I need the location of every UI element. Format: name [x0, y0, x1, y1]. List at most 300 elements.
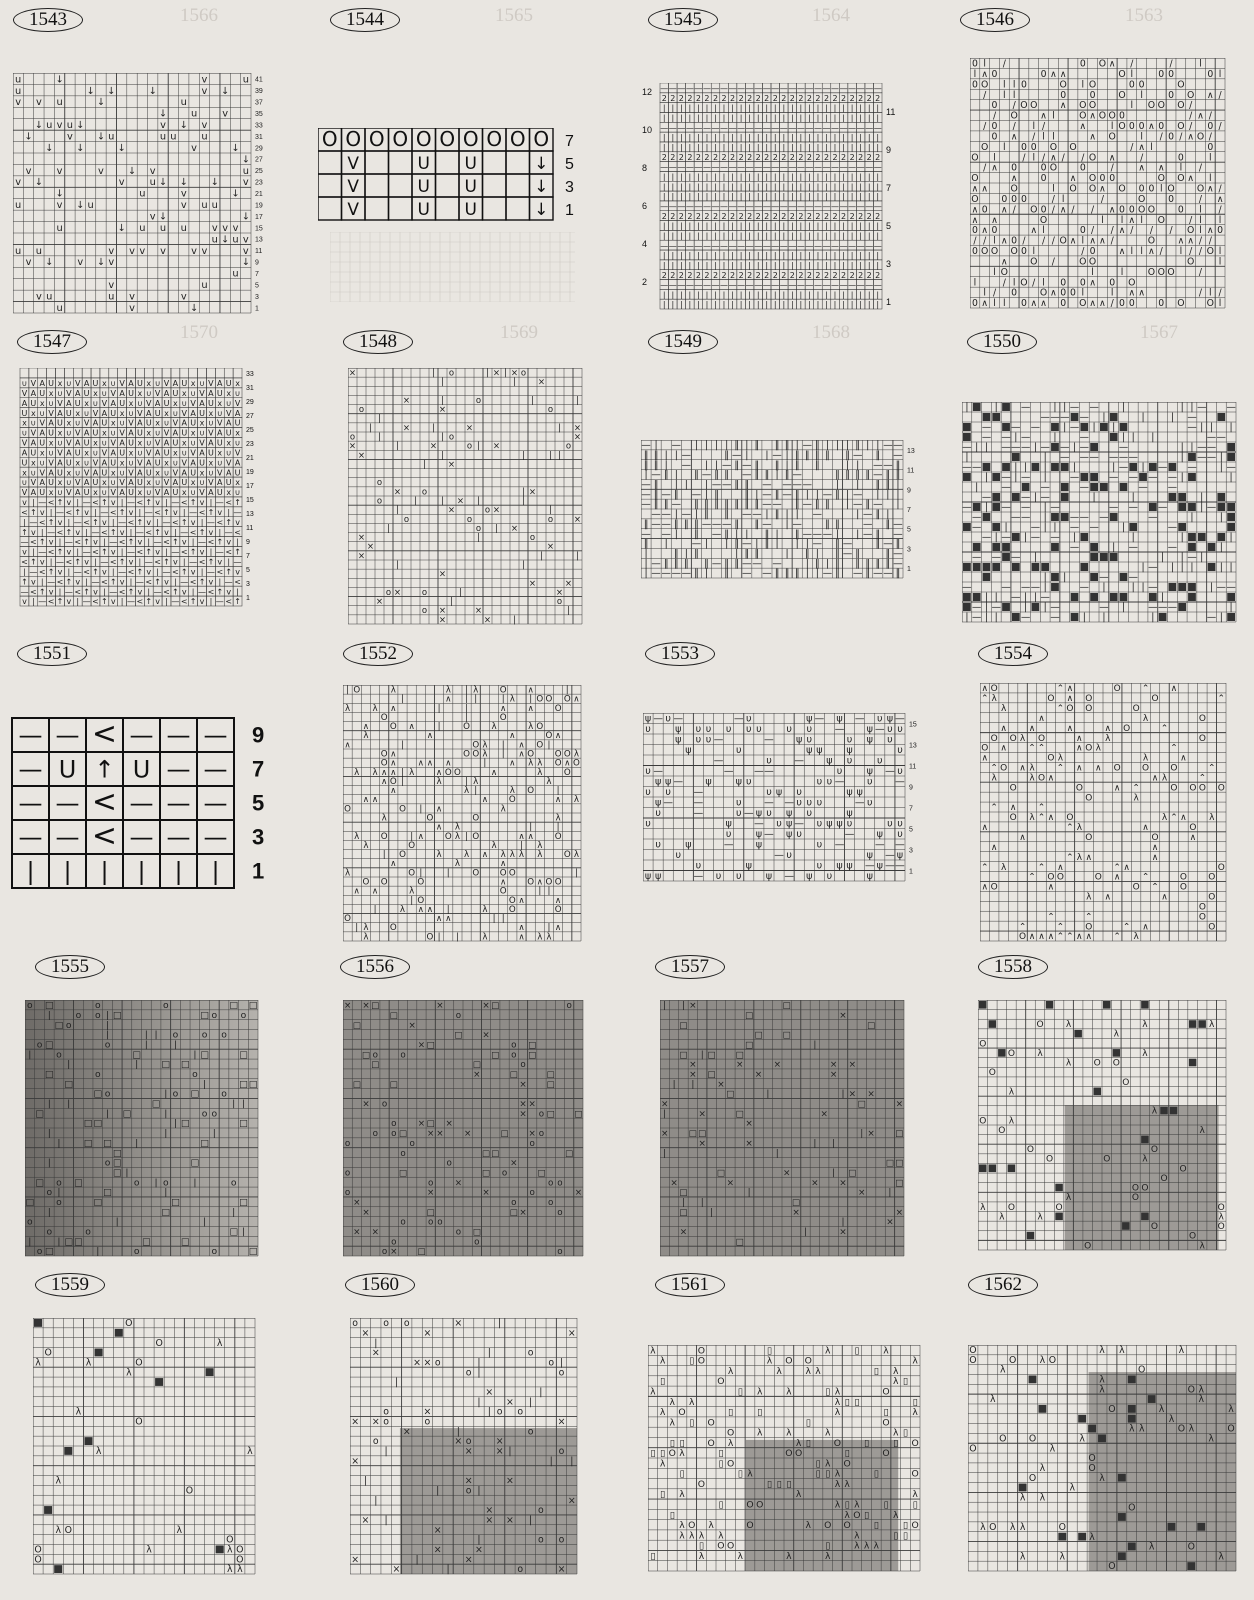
knit-symbol: —	[127, 498, 135, 508]
knit-symbol: |	[1170, 562, 1174, 574]
knit-symbol: —	[784, 871, 794, 883]
knit-symbol: ∪	[21, 478, 28, 488]
knit-symbol: —	[848, 123, 857, 133]
knit-symbol: <	[101, 577, 108, 587]
knit-symbol: 0	[1138, 121, 1145, 133]
knit-symbol: o	[391, 1129, 397, 1140]
knit-symbol: ∪	[207, 468, 214, 478]
chart-1546	[970, 58, 1235, 320]
knit-symbol: A	[137, 468, 143, 478]
knit-symbol: O	[380, 758, 388, 769]
knit-symbol: O	[408, 840, 416, 851]
knit-symbol: —	[47, 577, 56, 587]
chart-1545-grid	[642, 83, 912, 315]
knit-symbol: |	[876, 300, 880, 310]
knit-symbol: v	[35, 291, 42, 303]
knit-symbol: V	[92, 458, 99, 468]
knit-symbol: ×	[417, 1119, 426, 1130]
knit-symbol: O	[1066, 813, 1074, 824]
knit-symbol: —	[693, 808, 704, 820]
knit-symbol: |	[396, 441, 399, 452]
knit-symbol: o	[538, 1109, 545, 1120]
knit-symbol	[963, 563, 971, 571]
knit-symbol: —	[1128, 452, 1138, 464]
knit-symbol: O	[1079, 100, 1087, 112]
knit-symbol: ⌃	[1018, 922, 1027, 933]
knit-symbol: υ	[816, 797, 823, 809]
knit-symbol: —	[893, 558, 903, 570]
knit-symbol: O	[321, 128, 338, 151]
knit-symbol: v	[208, 527, 214, 537]
knit-symbol: O	[509, 128, 526, 151]
knit-symbol: |	[825, 558, 830, 570]
knit-symbol: ⌃	[1037, 813, 1046, 824]
knit-symbol: —	[1157, 602, 1168, 614]
knit-symbol: A	[48, 418, 54, 428]
knit-symbol: —	[720, 123, 729, 133]
knit-symbol: |	[782, 300, 786, 310]
knit-symbol: V	[347, 199, 360, 220]
knit-symbol: —	[752, 558, 762, 570]
knit-symbol: |	[173, 1039, 178, 1051]
knit-symbol: ψ	[685, 745, 692, 757]
knit-symbol: O	[1030, 256, 1038, 268]
knit-symbol: ∧	[1108, 58, 1116, 70]
knit-symbol: O	[463, 722, 470, 733]
knit-symbol: V	[57, 448, 63, 458]
knit-symbol: ‖	[744, 489, 750, 501]
pattern-number-label: 1547	[17, 330, 87, 354]
knit-symbol: <	[189, 577, 197, 587]
knit-symbol: ψ	[806, 871, 813, 883]
knit-symbol: —	[1050, 412, 1060, 424]
grid-body	[348, 368, 582, 625]
knit-symbol: |	[842, 251, 845, 261]
knit-symbol: |	[664, 538, 668, 550]
knit-symbol: V	[208, 478, 214, 488]
knit-symbol: —	[883, 568, 893, 580]
knit-symbol: ∧	[1142, 823, 1149, 834]
knit-symbol: A	[163, 488, 170, 498]
knit-symbol: O	[1079, 110, 1087, 122]
knit-symbol: |	[1141, 582, 1145, 594]
knit-symbol: |	[765, 509, 769, 521]
knit-symbol: —	[813, 123, 822, 133]
knit-symbol: ∧	[381, 776, 388, 787]
knit-symbol: |	[756, 300, 760, 310]
knit-symbol: |	[790, 143, 794, 153]
knit-symbol: V	[48, 458, 54, 468]
knit-symbol: 2	[764, 152, 770, 162]
knit-symbol: —	[893, 449, 903, 461]
knit-symbol: —	[788, 84, 797, 94]
knit-symbol: —	[1128, 472, 1138, 484]
knit-symbol: ⌃	[1085, 912, 1093, 923]
knit-symbol: |	[994, 402, 998, 414]
knit-symbol: |	[465, 831, 469, 842]
knit-symbol: —	[1040, 442, 1050, 454]
knit-symbol: ↑	[127, 537, 135, 547]
knit-symbol: ∧	[991, 162, 998, 174]
knit-symbol: 0	[1060, 277, 1067, 289]
knit-symbol: —	[1128, 572, 1138, 584]
knit-symbol: ×	[438, 606, 447, 617]
knit-symbol: U	[21, 458, 28, 468]
knit-symbol: x	[181, 438, 187, 448]
row-number: 5	[886, 221, 892, 231]
knit-symbol: |	[200, 517, 204, 527]
knit-symbol: |	[688, 192, 692, 202]
knit-symbol: ∪	[83, 408, 90, 418]
knit-symbol: |	[876, 260, 880, 270]
knit-symbol: ⌃	[1056, 703, 1065, 714]
knit-symbol: |	[739, 143, 743, 153]
knit-symbol: U	[128, 438, 134, 448]
knit-symbol: ⌃	[1113, 862, 1121, 873]
knit-symbol: —	[981, 422, 992, 434]
knit-symbol: |	[739, 251, 743, 261]
knit-symbol: 2	[832, 211, 838, 221]
knit-symbol: ∪	[234, 438, 241, 448]
knit-symbol: o	[376, 496, 383, 507]
knit-symbol: |	[1053, 522, 1057, 534]
knit-symbol: |	[346, 685, 350, 696]
knit-symbol: l	[1052, 110, 1055, 122]
knit-symbol: |	[790, 172, 794, 182]
knit-symbol: —	[162, 567, 171, 577]
knit-symbol: 2	[858, 152, 864, 162]
knit-symbol: v	[57, 517, 63, 527]
knit-symbol: O	[1147, 100, 1156, 112]
knit-symbol: 0	[1020, 79, 1027, 91]
knit-symbol: ∧	[1079, 121, 1087, 133]
knit-symbol: —	[762, 568, 772, 580]
knit-symbol: ∧	[1028, 932, 1036, 943]
ghost-label: 1569	[500, 322, 538, 343]
knit-symbol: —	[856, 201, 865, 211]
knit-symbol: υ	[816, 776, 823, 788]
knit-symbol: O	[527, 749, 535, 760]
knit-symbol: O	[1132, 703, 1140, 714]
knit-symbol: υ	[887, 818, 893, 830]
knit-symbol: |	[790, 290, 794, 300]
knit-symbol: x	[155, 468, 161, 478]
knit-symbol: —	[215, 547, 224, 557]
knit-symbol: |	[850, 192, 854, 202]
knit-symbol: |	[731, 103, 734, 113]
knit-symbol: ∧	[390, 767, 397, 778]
knit-symbol: <	[83, 567, 90, 577]
row-number: 35	[255, 111, 263, 118]
knit-symbol: |	[773, 290, 777, 300]
knit-symbol: |	[739, 260, 743, 270]
knit-symbol: —	[745, 84, 754, 94]
knit-symbol: <	[180, 547, 188, 557]
knit-symbol	[1090, 473, 1098, 481]
knit-symbol: |	[144, 1039, 148, 1051]
knit-symbol: —	[702, 201, 711, 211]
knit-symbol: —	[694, 201, 703, 211]
knit-symbol: —	[754, 84, 763, 94]
knit-symbol: x	[217, 448, 223, 458]
knit-symbol: ↑	[189, 547, 197, 557]
knit-symbol: u	[242, 74, 249, 86]
knit-symbol: |	[808, 192, 811, 202]
knit-symbol: /	[1140, 152, 1144, 164]
knit-symbol: /	[1218, 89, 1222, 101]
knit-symbol: /	[973, 235, 977, 247]
knit-symbol: —	[702, 84, 711, 94]
row-number: 8	[642, 163, 648, 173]
knit-symbol: |	[396, 560, 399, 571]
knit-symbol: ‖	[885, 518, 891, 530]
knit-symbol: V	[119, 428, 125, 438]
knit-symbol: 2	[789, 93, 795, 103]
knit-symbol: 2	[764, 270, 770, 280]
knit-symbol: |	[671, 300, 675, 310]
knit-symbol: |	[842, 182, 845, 192]
knit-symbol: |	[705, 260, 709, 270]
knit-symbol: 2	[866, 211, 872, 221]
knit-symbol: |	[994, 592, 998, 604]
knit-symbol	[1227, 513, 1235, 521]
knit-symbol: V	[199, 438, 205, 448]
knit-symbol: υ	[705, 724, 712, 736]
knit-symbol: |	[1112, 422, 1116, 434]
knit-symbol: 0	[1138, 183, 1145, 195]
knit-symbol: |	[501, 740, 505, 751]
chart-1546-grid	[970, 58, 1235, 320]
knit-symbol: U	[110, 458, 117, 468]
knit-symbol: ψ	[675, 724, 682, 736]
knit-symbol: <	[172, 567, 179, 577]
knit-symbol: ‖	[673, 518, 679, 530]
knit-symbol: ∪	[21, 379, 28, 389]
knit-symbol: υ	[846, 734, 853, 746]
knit-symbol: /	[983, 121, 987, 133]
knit-symbol: λ	[409, 886, 415, 897]
knit-symbol: |	[67, 1098, 71, 1110]
knit-symbol: —	[865, 241, 874, 251]
knit-symbol: |	[722, 192, 726, 202]
knit-symbol: ↓	[534, 153, 549, 174]
pattern-number-label: 1557	[655, 955, 725, 979]
knit-symbol: —	[805, 123, 814, 133]
knit-symbol: x	[226, 488, 232, 498]
knit-symbol: ∧	[1030, 298, 1038, 310]
knit-symbol: ∧	[445, 694, 452, 705]
knit-symbol: —	[745, 201, 754, 211]
knit-symbol: |	[876, 182, 880, 192]
knit-symbol: λ	[573, 795, 579, 806]
knit-symbol: <	[216, 567, 224, 577]
knit-symbol: ↑	[216, 587, 224, 597]
knit-symbol: ⌃	[1208, 763, 1216, 774]
knit-symbol: ψ	[675, 734, 682, 746]
knit-symbol: |	[165, 498, 168, 508]
knit-symbol: |	[1024, 602, 1028, 614]
knit-symbol: 2	[721, 152, 727, 162]
knit-symbol: |	[459, 587, 462, 598]
knit-symbol: o	[400, 1050, 406, 1061]
knit-symbol: λ	[509, 786, 515, 797]
knit-symbol: ψ	[866, 766, 873, 778]
knit-symbol: ∪	[225, 448, 232, 458]
knit-symbol: |	[94, 557, 97, 567]
knit-symbol: |	[679, 143, 683, 153]
knit-symbol: O	[563, 749, 571, 760]
knit-symbol: O	[1113, 763, 1121, 774]
knit-symbol: υ	[645, 766, 651, 778]
knit-symbol: |	[662, 300, 666, 310]
knit-symbol: x	[93, 388, 98, 398]
knit-symbol: v	[56, 120, 63, 132]
row-number: 15	[255, 225, 263, 233]
knit-symbol: 2	[687, 93, 693, 103]
knit-symbol: V	[137, 408, 143, 418]
knit-symbol: 2	[755, 93, 761, 103]
knit-symbol: □	[112, 1009, 122, 1021]
knit-symbol: V	[119, 478, 125, 488]
knit-symbol	[1051, 463, 1059, 471]
knit-symbol: —	[73, 517, 82, 527]
knit-symbol	[1032, 603, 1040, 611]
knit-symbol: ×	[519, 1099, 527, 1110]
row-number: 1	[909, 868, 913, 876]
knit-symbol: 0	[1070, 287, 1076, 299]
knit-symbol	[1090, 483, 1098, 491]
knit-symbol: V	[48, 408, 54, 418]
knit-symbol: —	[1060, 452, 1070, 464]
knit-symbol: x	[110, 418, 116, 428]
knit-symbol: ×	[574, 1188, 583, 1199]
knit-symbol: <	[29, 537, 37, 547]
knit-symbol: |	[1141, 462, 1145, 474]
knit-symbol: ∧	[362, 722, 370, 733]
knit-symbol: —	[762, 280, 771, 290]
knit-symbol: |	[799, 290, 803, 300]
knit-symbol: □	[35, 1177, 44, 1189]
knit-symbol: |	[782, 182, 786, 192]
knit-symbol: —	[1167, 522, 1178, 534]
knit-symbol: 0	[981, 204, 988, 216]
knit-symbol: —	[1050, 502, 1060, 514]
knit-symbol: |	[1063, 422, 1067, 434]
knit-symbol: |	[697, 113, 700, 123]
knit-symbol: ↑	[38, 587, 46, 597]
knit-symbol: |	[705, 113, 709, 123]
knit-symbol: □	[239, 1118, 248, 1130]
knit-symbol: U	[464, 199, 477, 220]
knit-symbol: 2	[747, 93, 753, 103]
knit-symbol: λ	[345, 868, 351, 879]
knit-symbol: U	[464, 176, 477, 197]
knit-symbol: v	[48, 537, 54, 547]
knit-symbol: ↑	[154, 527, 161, 537]
knit-symbol: v	[137, 537, 143, 547]
knit-symbol: l	[1110, 121, 1114, 133]
knit-symbol: ‖	[694, 568, 699, 580]
knit-symbol: ×	[528, 1129, 536, 1140]
pattern-number-label: 1560	[345, 1273, 415, 1297]
knit-symbol: ∧	[1019, 832, 1026, 843]
knit-symbol: —	[668, 241, 677, 251]
knit-symbol: V	[347, 153, 360, 174]
knit-symbol: —	[728, 241, 737, 251]
knit-symbol: λ	[363, 932, 369, 943]
chart-cell	[118, 368, 127, 378]
knit-symbol: |	[85, 527, 88, 537]
knit-symbol: O	[1217, 783, 1225, 794]
knit-symbol: x	[128, 398, 134, 408]
knit-symbol: O	[554, 831, 562, 842]
knit-symbol: /	[1189, 214, 1193, 226]
knit-symbol: |	[782, 221, 786, 231]
knit-symbol: |	[1033, 552, 1037, 564]
knit-symbol: ∪	[154, 428, 161, 438]
knit-symbol: —	[852, 568, 863, 580]
knit-symbol: λ	[363, 923, 369, 934]
knit-symbol: 2	[670, 93, 676, 103]
knit-symbol: v	[222, 222, 229, 234]
knit-symbol: ⌃	[1056, 763, 1065, 774]
knit-symbol: |	[688, 251, 692, 261]
knit-symbol: —	[668, 201, 677, 211]
knit-symbol: A	[137, 418, 143, 428]
knit-symbol: |	[1229, 562, 1233, 574]
knit-symbol: |	[896, 479, 900, 491]
grid-body	[962, 402, 1236, 623]
knit-symbol: |	[876, 290, 880, 300]
knit-symbol: —	[802, 528, 812, 540]
knit-symbol: U	[207, 398, 214, 408]
knit-symbol: ⌃	[1170, 813, 1178, 824]
knit-symbol: ψ	[866, 871, 873, 883]
knit-symbol: |	[401, 694, 404, 705]
knit-symbol: |	[714, 172, 717, 182]
knit-symbol: |	[782, 103, 786, 113]
knit-symbol: ⌃	[1056, 922, 1065, 933]
knit-symbol: |	[49, 507, 53, 517]
knit-symbol: |	[756, 113, 760, 123]
knit-symbol: |	[1229, 472, 1233, 484]
row-number: 7	[252, 756, 265, 782]
knit-symbol: A	[83, 379, 90, 389]
knit-symbol: o	[409, 1138, 415, 1149]
knit-symbol: |	[1180, 562, 1184, 574]
knit-symbol: A	[48, 468, 54, 478]
knit-symbol: |	[105, 1029, 110, 1041]
knit-symbol: 2	[832, 152, 838, 162]
knit-symbol: A	[83, 478, 90, 488]
knit-symbol: l	[1130, 68, 1134, 80]
knit-symbol: □	[248, 1078, 258, 1090]
knit-symbol: λ	[1142, 753, 1149, 764]
knit-symbol: —	[711, 528, 722, 540]
knit-symbol: 2	[875, 93, 881, 103]
knit-symbol: ‖	[835, 538, 840, 550]
knit-symbol: |	[773, 221, 777, 231]
knit-symbol: o	[547, 514, 554, 525]
knit-symbol: —	[1011, 592, 1021, 604]
knit-symbol: —	[661, 528, 671, 540]
knit-symbol: v	[149, 165, 156, 177]
knit-symbol: ↓	[231, 188, 240, 200]
knit-symbol: U	[216, 438, 223, 448]
knit-symbol: /	[1198, 266, 1203, 278]
knit-symbol: ∧	[1066, 684, 1074, 695]
knit-symbol: —	[813, 162, 822, 172]
